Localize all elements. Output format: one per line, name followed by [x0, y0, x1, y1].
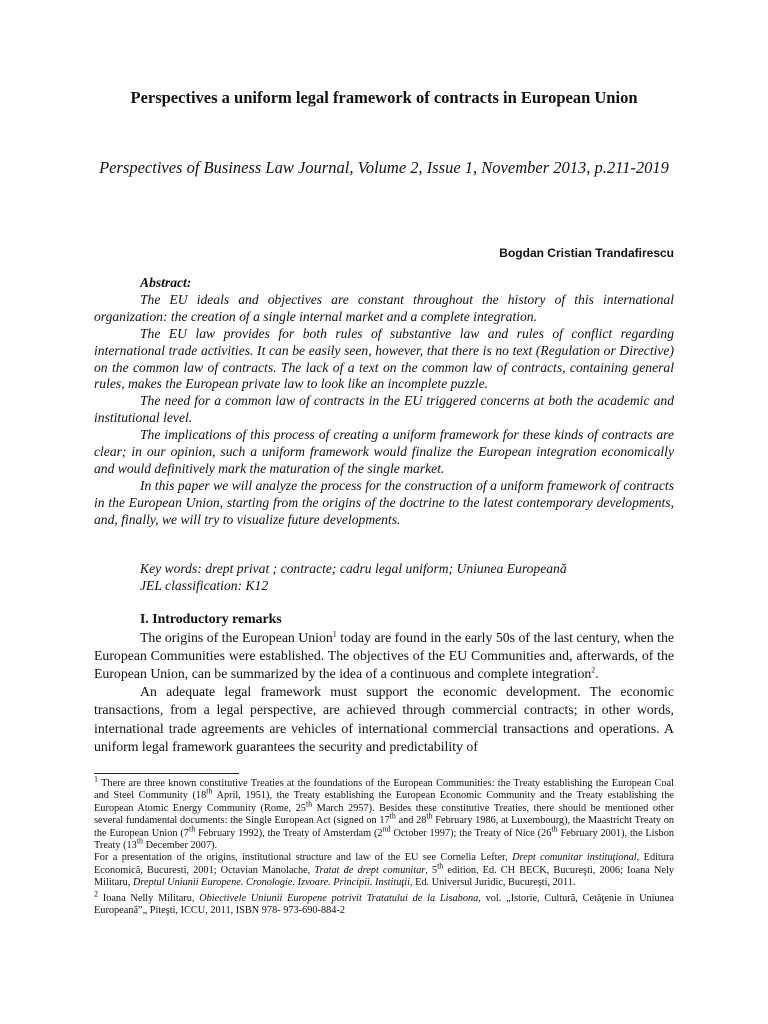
- footnote-1: $^1$ There are three known constitutive Treaties at the foundations of the European Communities: the Treaty establishing the European Coal and Steel Community (18th April, 1951), the Treaty establishing the European Economic Community and the Treaty establishing the European Atomic Energy Community (Rome, 25th March 2957). Besides these constitutive Treaties, there should be mentioned other several fundamental documents: the Single European Act (signed on 17th and 28th February 1986, at Luxembourg), the Maastricht Treaty on the European Union (7th February 1992), the Treaty of Amsterdam (2nd October 1997); the Treaty of Nice (26th February 2001), the Lisbon Treaty (13th December 2007).: [94, 774, 674, 852]
- footnote-ref[interactable]: 2: [591, 665, 596, 675]
- abstract-heading: Abstract:: [140, 275, 192, 290]
- author-name: Bogdan Cristian Trandafirescu: [499, 246, 674, 260]
- paper-title: Perspectives a uniform legal framework of contracts in European Union: [130, 88, 638, 107]
- body-paragraph: An adequate legal framework must support the economic development. The economic transactions, from a legal perspective, are achieved through commercial contracts; in other words, international trade agreements are vehicles of international commercial transactions and operations. A uniform legal framework guarantees the security and predictability of: [94, 684, 674, 754]
- journal-citation: Perspectives of Business Law Journal, Volume 2, Issue 1, November 2013, p.211-2019: [99, 158, 669, 177]
- body-paragraph: The origins of the European Union$^1$ today are found in the early 50s of the last century, when the European Communities were established. The objectives of the EU Communities and, afterwards, of the European Union, can be summarized by the idea of a continuous and complete integration$^2$.: [94, 629, 674, 682]
- section-heading: I. Introductory remarks: [140, 611, 282, 626]
- abstract-paragraph: The EU ideals and objectives are constant throughout the history of this international organization: the creation of a single internal market and a complete integration.: [94, 291, 674, 324]
- footnote-ref[interactable]: 1: [332, 629, 337, 639]
- abstract-block: [94, 275, 674, 529]
- footnote-1-references: For a presentation of the origins, institutional structure and law of the EU see Cornelia Lefter, Drept comunitar instituţional, Editura Economică, Bucuresti, 2001; Octavian Manolache, Tratat de drept comunitar, 5th edition, Ed. CH BECK, Bucureşti, 2006; Ioana Nely Militaru, Dreptul Uniunii Europene. Cronologie. Izvoare. Principii. Instituţii, Ed. Universul Juridic, Bucureşti, 2011.: [94, 852, 674, 889]
- section-introductory-remarks: [94, 610, 674, 756]
- keywords-line: Key words: drept privat ; contracte; cadru legal uniform; Uniunea Europeană: [140, 561, 567, 576]
- keywords-block: [140, 561, 674, 595]
- jel-classification: JEL classification: K12: [140, 577, 269, 593]
- footnote-separator: [94, 773, 239, 774]
- footnote-2: $^2$ Ioana Nelly Militaru, Obiectivele Uniunii Europene potrivit Tratatului de la Lisabona, vol. „Istorie, Cultură, Cetăţenie în Uniunea Europeană”„ Piteşti, ICCU, 2011, ISBN 978- 973-690-884-2: [94, 889, 674, 917]
- abstract-paragraph: In this paper we will analyze the process for the construction of a uniform framework of contracts in the European Union, starting from the origins of the doctrine to the latest contemporary developments, and, finally, we will try to visualize future developments.: [94, 477, 674, 527]
- abstract-paragraph: The need for a common law of contracts in the EU triggered concerns at both the academic and institutional level.: [94, 393, 674, 426]
- footnotes-block: [94, 774, 674, 917]
- abstract-paragraph: The EU law provides for both rules of substantive law and rules of conflict regarding international trade activities. It can be easily seen, however, that there is no text (Regulation or Directive) on the common law of contracts. The lack of a text on the common law of contracts, containing general rules, makes the European private law to look like an incomplete puzzle.: [94, 325, 674, 392]
- abstract-paragraph: The implications of this process of creating a uniform framework for these kinds of contracts are clear; in our opinion, such a uniform framework would finalize the European integration economically and would definitively mark the maturation of the single market.: [94, 427, 674, 476]
